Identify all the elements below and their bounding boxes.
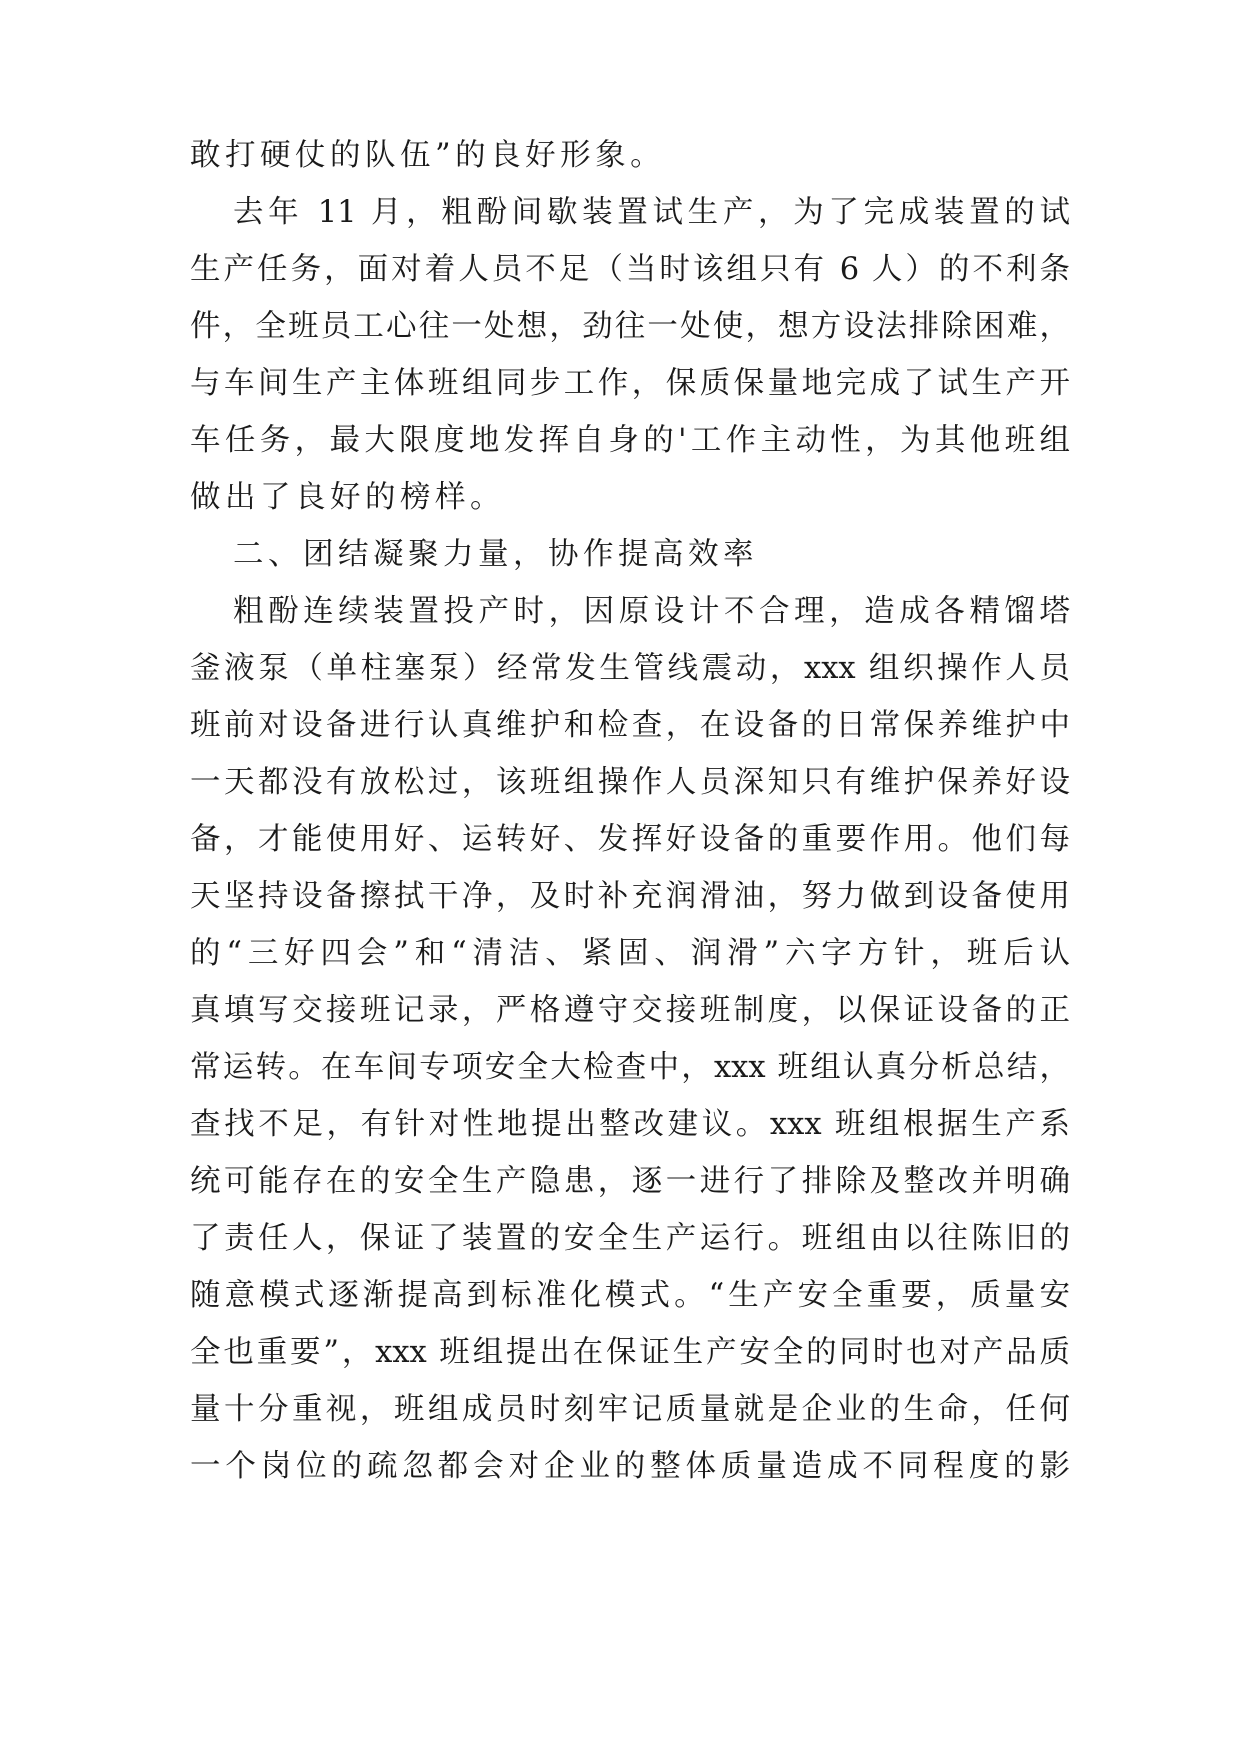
paragraph-line: 备，才能使用好、运转好、发挥好设备的重要作用。他们每	[190, 822, 1070, 857]
section-heading: 二、团结凝聚力量，协作提高效率	[233, 537, 758, 572]
paragraph-line: 去年 11 月，粗酚间歇装置试生产，为了完成装置的试	[233, 195, 1070, 230]
paragraph-line: 与车间生产主体班组同步工作，保质保量地完成了试生产开	[190, 366, 1070, 401]
paragraph-line: 一天都没有放松过，该班组操作人员深知只有维护保养好设	[190, 765, 1070, 800]
paragraph-line: 件，全班员工心往一处想，劲往一处使，想方设法排除困难，	[190, 309, 1070, 344]
paragraph-line: 班前对设备进行认真维护和检查，在设备的日常保养维护中	[190, 708, 1070, 743]
paragraph-line: 釜液泵（单柱塞泵）经常发生管线震动，xxx 组织操作人员	[190, 651, 1070, 686]
paragraph-line: 粗酚连续装置投产时，因原设计不合理，造成各精馏塔	[233, 594, 1070, 629]
paragraph-line: 一个岗位的疏忽都会对企业的整体质量造成不同程度的影	[190, 1449, 1070, 1484]
paragraph-line: 的“三好四会”和“清洁、紧固、润滑”六字方针，班后认	[190, 936, 1070, 971]
paragraph-line: 了责任人，保证了装置的安全生产运行。班组由以往陈旧的	[190, 1221, 1070, 1256]
paragraph-line: 统可能存在的安全生产隐患，逐一进行了排除及整改并明确	[190, 1164, 1070, 1199]
paragraph-line: 生产任务，面对着人员不足（当时该组只有 6 人）的不利条	[190, 252, 1070, 287]
paragraph-line: 查找不足，有针对性地提出整改建议。xxx 班组根据生产系	[190, 1107, 1070, 1142]
paragraph-line: 随意模式逐渐提高到标准化模式。“生产安全重要，质量安	[190, 1278, 1070, 1313]
paragraph-line: 常运转。在车间专项安全大检查中，xxx 班组认真分析总结，	[190, 1050, 1070, 1085]
paragraph-line: 车任务，最大限度地发挥自身的'工作主动性，为其他班组	[190, 423, 1070, 458]
paragraph-line: 量十分重视，班组成员时刻牢记质量就是企业的生命，任何	[190, 1392, 1070, 1427]
paragraph-line: 全也重要”，xxx 班组提出在保证生产安全的同时也对产品质	[190, 1335, 1070, 1370]
paragraph-line: 敢打硬仗的队伍”的良好形象。	[190, 138, 666, 173]
paragraph-line: 真填写交接班记录，严格遵守交接班制度，以保证设备的正	[190, 993, 1070, 1028]
paragraph-line: 天坚持设备擦拭干净，及时补充润滑油，努力做到设备使用	[190, 879, 1070, 914]
paragraph-line: 做出了良好的榜样。	[190, 480, 505, 515]
